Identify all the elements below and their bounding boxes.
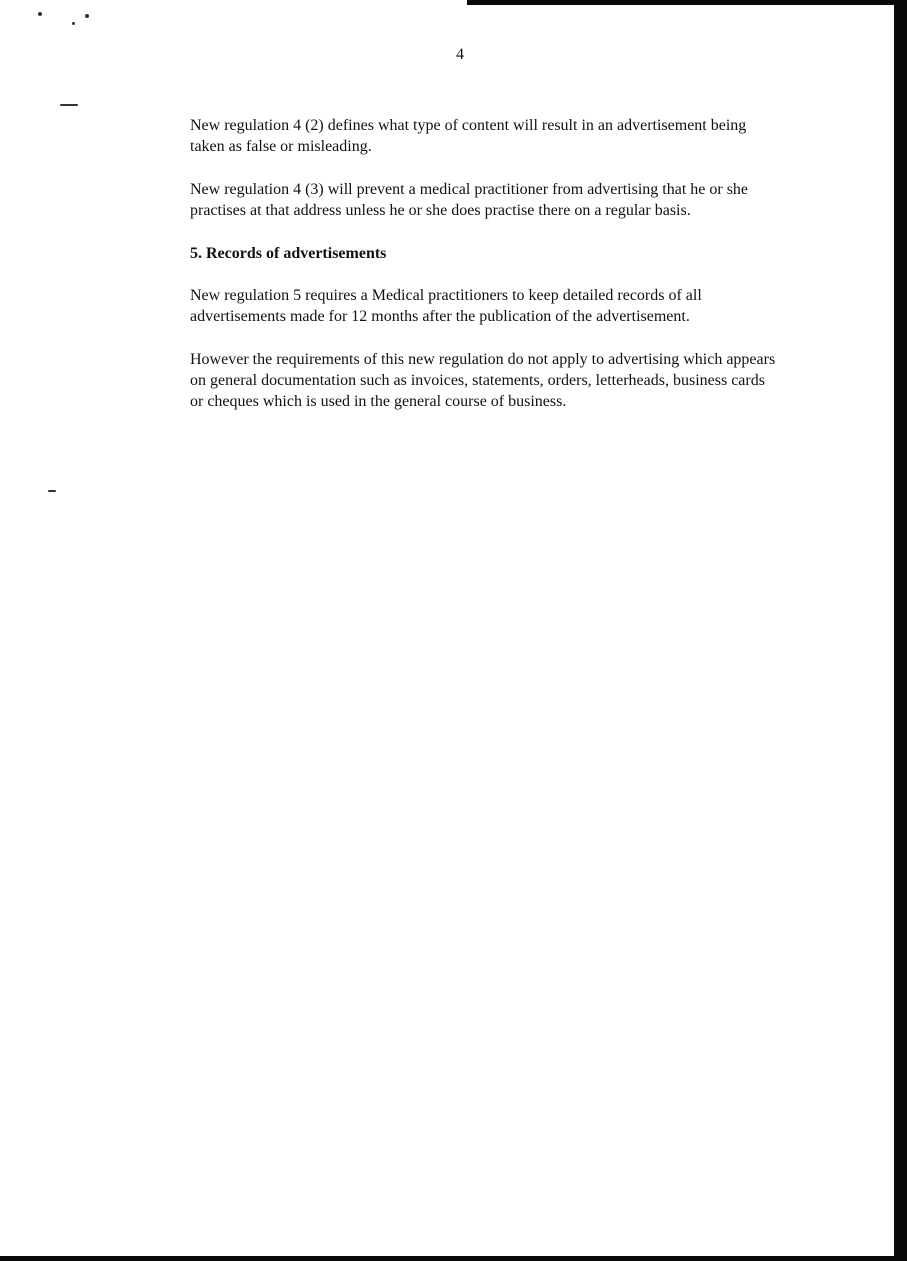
scan-speckle (85, 14, 89, 18)
document-body (190, 115, 780, 434)
paragraph-regulation-4-2: New regulation 4 (2) defines what type of content will result in an advertisement being taken as false or misleading. (190, 117, 747, 155)
scan-speckle (60, 104, 78, 106)
scan-edge-top (467, 0, 907, 5)
paragraph-regulation-5: New regulation 5 requires a Medical practitioners to keep detailed records of all advertisements made for 12 months after the publication of the advertisement. (190, 287, 702, 325)
page-number: 4 (456, 46, 464, 63)
scan-speckle (72, 22, 75, 25)
scan-speckle (48, 490, 56, 492)
scan-speckle (38, 12, 42, 16)
section-heading: 5. Records of advertisements (190, 245, 387, 262)
scan-edge-bottom (0, 1256, 907, 1261)
paragraph-regulation-4-3: New regulation 4 (3) will prevent a medical practitioner from advertising that he or she practises at that address unless he or she does practise there on a regular basis. (190, 181, 749, 219)
scan-edge-right (894, 0, 907, 1261)
paragraph-exemptions: However the requirements of this new regulation do not apply to advertising which appears on general documentation such as invoices, statements, orders, letterheads, business cards or cheques which is used in the general course of business. (190, 351, 776, 410)
